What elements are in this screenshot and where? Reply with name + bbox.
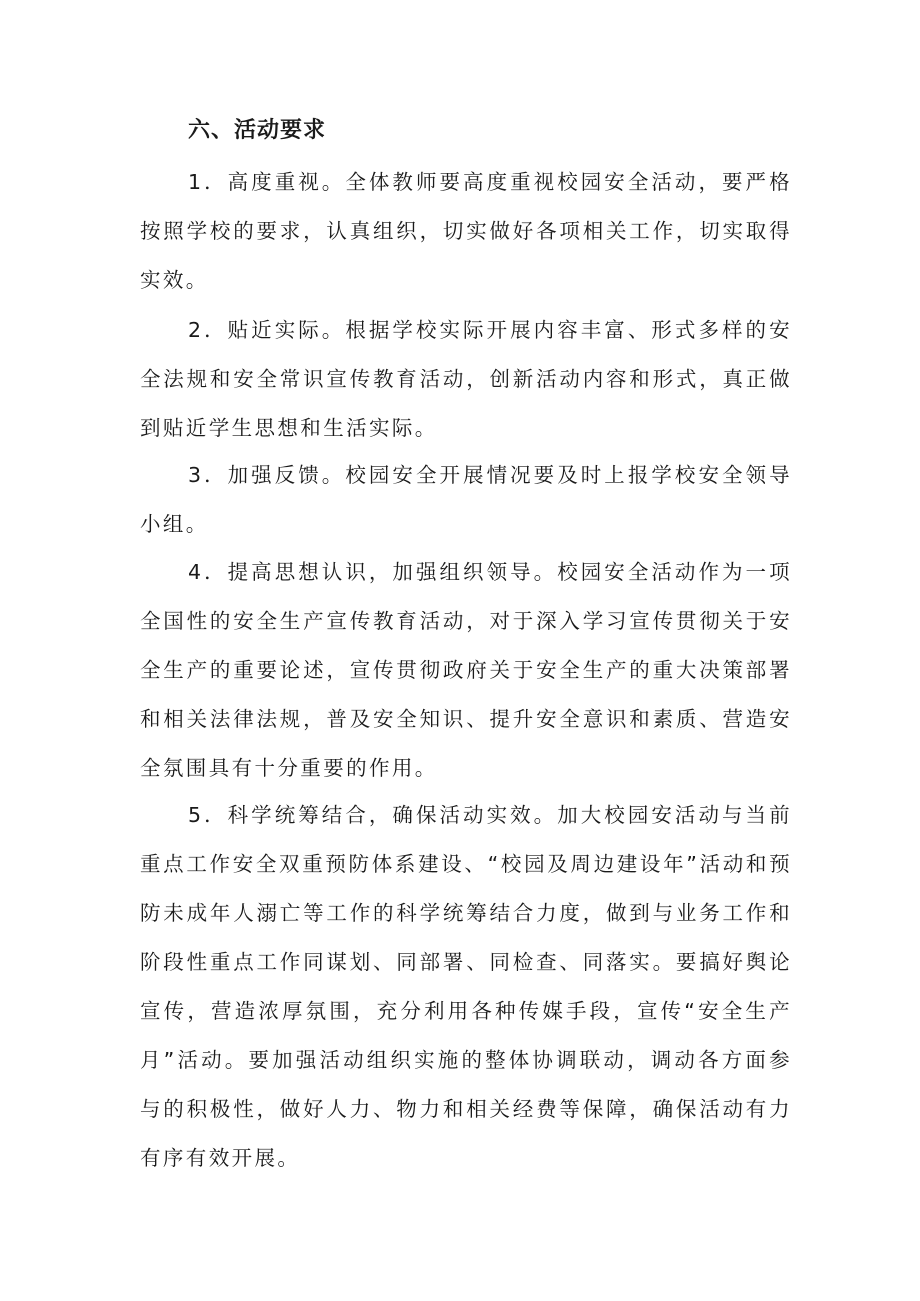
requirement-paragraph-3: 3．加强反馈。校园安全开展情况要及时上报学校安全领导小组。	[140, 463, 792, 536]
section-heading: 六、活动要求	[188, 118, 327, 143]
requirement-paragraph-1: 1．高度重视。全体教师要高度重视校园安全活动，要严格按照学校的要求，认真组织，切实做好各项相关工作，切实取得实效。	[140, 170, 792, 292]
requirement-paragraph-4: 4．提高思想认识，加强组织领导。校园安全活动作为一项全国性的安全生产宣传教育活动，对于深入学习宣传贯彻关于安全生产的重要论述，宣传贯彻政府关于安全生产的重大决策部署和相关法律法规，普及安全知识、提升安全意识和素质、营造安全氛围具有十分重要的作用。	[140, 560, 792, 780]
requirement-paragraph-5: 5．科学统筹结合，确保活动实效。加大校园安活动与当前重点工作安全双重预防体系建设、“校园及周边建设年”活动和预防未成年人溺亡等工作的科学统筹结合力度，做到与业务工作和阶段性重点工作同谋划、同部署、同检查、同落实。要搞好舆论宣传，营造浓厚氛围，充分利用各种传媒手段，宣传“安全生产月”活动。要加强活动组织实施的整体协调联动，调动各方面参与的积极性，做好人力、物力和相关经费等保障，确保活动有力有序有效开展。	[140, 803, 792, 1170]
requirement-paragraph-2: 2．贴近实际。根据学校实际开展内容丰富、形式多样的安全法规和安全常识宣传教育活动，创新活动内容和形式，真正做到贴近学生思想和生活实际。	[140, 318, 792, 440]
